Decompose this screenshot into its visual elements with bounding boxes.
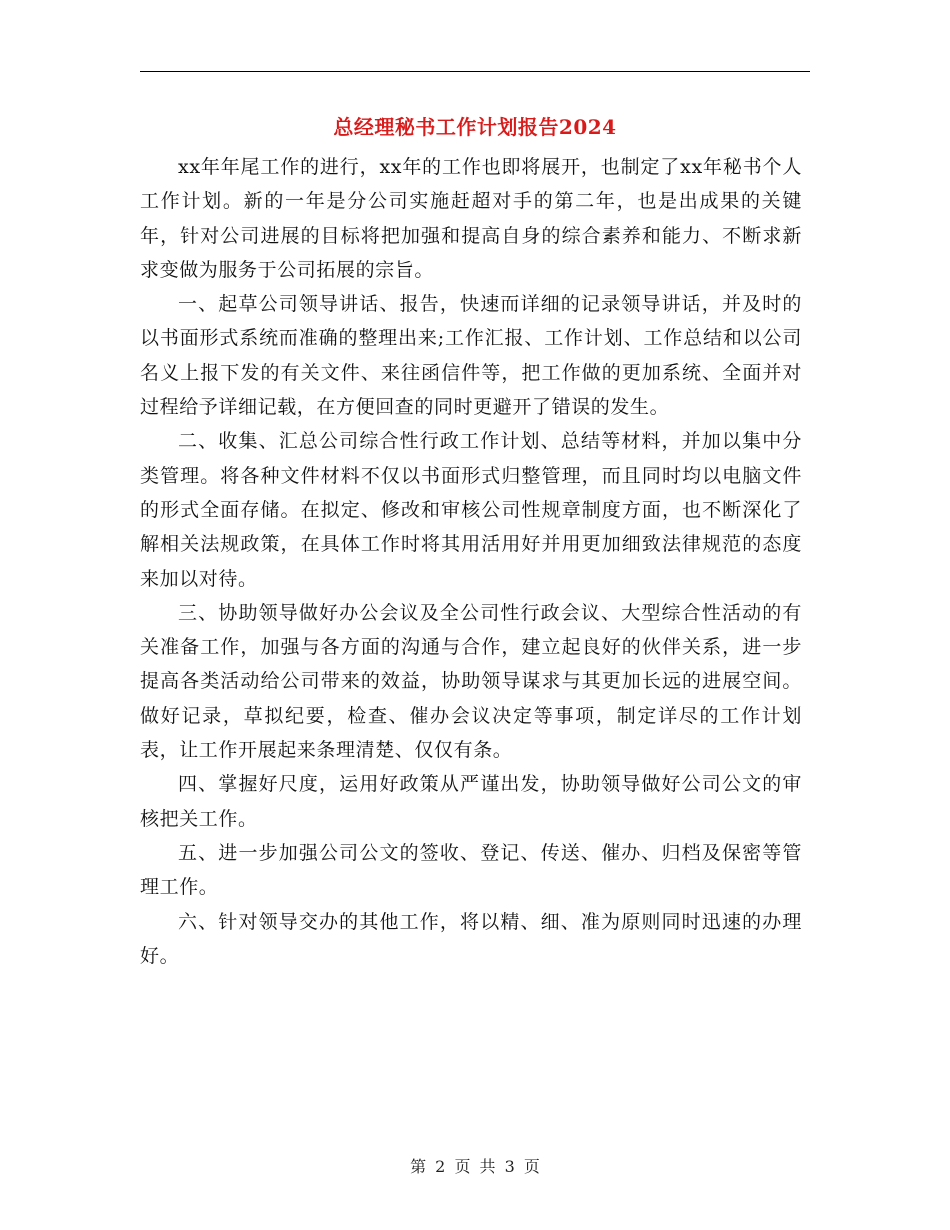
intro-paragraph: xx年年尾工作的进行，xx年的工作也即将展开，也制定了xx年秘书个人工作计划。新的一年是分公司实施赶超对手的第二年，也是出成果的关键年，针对公司进展的目标将把加强和提高自身的综合素养和能力、不断求新求变做为服务于公司拓展的宗旨。 [140,156,802,281]
item-paragraph-2: 二、收集、汇总公司综合性行政工作计划、总结等材料，并加以集中分类管理。将各种文件材料不仅以书面形式归整管理，而且同时均以电脑文件的形式全面存储。在拟定、修改和审核公司性规章制度方面，也不断深化了解相关法规政策，在具体工作时将其用活用好并用更加细致法律规范的态度来加以对待。 [140,430,802,590]
item-paragraph-1: 一、起草公司领导讲话、报告，快速而详细的记录领导讲话，并及时的以书面形式系统而准确的整理出来;工作汇报、工作计划、工作总结和以公司名义上报下发的有关文件、来往函信件等，把工作做的更加系统、全面并对过程给予详细记载，在方便回查的同时更避开了错误的发生。 [140,293,802,419]
document-body [140,150,802,973]
item-paragraph-5: 五、进一步加强公司公文的签收、登记、传送、催办、归档及保密等管理工作。 [140,841,802,899]
page-number-footer: 第 2 页 共 3 页 [410,1157,540,1176]
document-title: 总经理秘书工作计划报告2024 [333,115,617,139]
item-paragraph-6: 六、针对领导交办的其他工作，将以精、细、准为原则同时迅速的办理好。 [140,910,802,967]
item-paragraph-3: 三、协助领导做好办公会议及全公司性行政会议、大型综合性活动的有关准备工作，加强与各方面的沟通与合作，建立起良好的伙伴关系，进一步提高各类活动给公司带来的效益，协助领导谋求与其更加长远的进展空间。做好记录，草拟纪要，检查、催办会议决定等事项，制定详尽的工作计划表，让工作开展起来条理清楚、仅仅有条。 [140,601,802,762]
item-paragraph-4: 四、掌握好尺度，运用好政策从严谨出发，协助领导做好公司公文的审核把关工作。 [140,773,802,830]
header-rule [140,71,810,72]
